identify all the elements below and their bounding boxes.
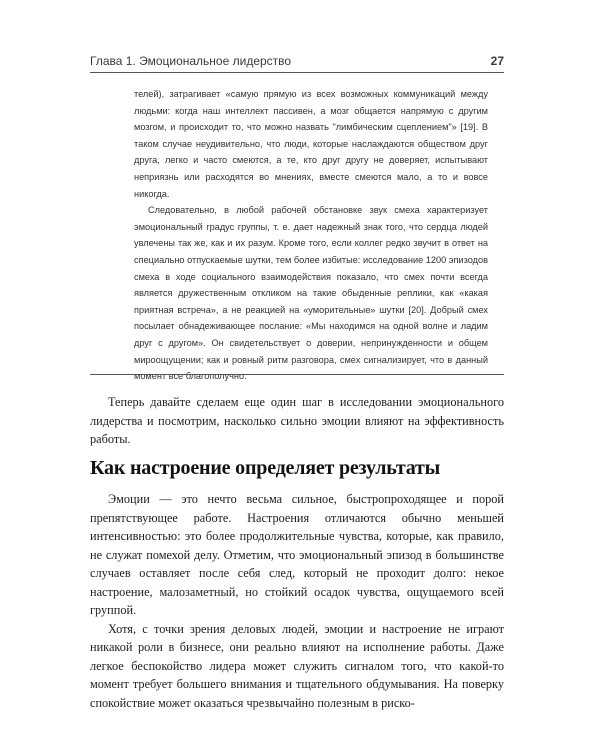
section-body [90, 490, 504, 712]
running-header [90, 54, 504, 70]
sidebar-rule [90, 374, 504, 375]
section-heading: Как настроение определяет результаты [90, 457, 441, 479]
sidebar-paragraph-1: телей), затрагивает «самую прямую из всех возможных коммуникаций между людьми: когда наш интеллект пассивен, а мозг общается напрямую с другим мозгом, и происходит то, что можно назвать "лимбическим сцеплением"» [19]. В таком случае неудивительно, что люди, которые наслаждаются обществом друг друга, легко и часто смеются, а те, кто друг другу не доверяет, испытывают неприязнь или расходятся во мнениях, вместе смеются мало, а то и вовсе никогда. [134, 89, 488, 199]
sidebar-box [134, 86, 488, 385]
chapter-title: Глава 1. Эмоциональное лидерство [90, 54, 292, 68]
header-rule [90, 72, 504, 73]
intro-text [90, 393, 504, 449]
sidebar-paragraph-2: Следовательно, в любой рабочей обстановке звук смеха характеризует эмоциональный градус группы, т. е. дает надежный знак того, что сердца людей увлечены так же, как и их разум. Кроме того, если коллег редко звучит в ответ на специально отпускаемые шутки, тем более избитые: исследование 1200 эпизодов смеха в ходе социального взаимодействия показало, что смех почти всегда является дружественным откликом на такие обыденные реплики, как «какая приятная встреча», а не реакцией на «уморительные» шутки [20]. Добрый смех посылает обнадеживающее послание: «Мы находимся на одной волне и ладим друг с другом». Он свидетельствует о доверии, непринужденности и общем мироощущении; как и ровный ритм разговора, смех сигнализирует, что в данный момент все благополучно. [134, 205, 488, 382]
body-paragraph-2: Хотя, с точки зрения деловых людей, эмоции и настроение не играют никакой роли в бизнесе, они реально влияют на исполнение работы. Даже легкое беспокойство лидера может служить сигналом того, что какой-то момент требует большего внимания и тщательного обдумывания. На поверку спокойствие может оказаться чрезвычайно полезным в риско- [90, 621, 504, 710]
intro-paragraph: Теперь давайте сделаем еще один шаг в исследовании эмоционального лидерства и посмотрим, насколько сильно эмоции влияют на эффективность работы. [90, 395, 504, 446]
page-number: 27 [490, 54, 504, 68]
body-paragraph-1: Эмоции — это нечто весьма сильное, быстропроходящее и порой препятствующее работе. Настроения отличаются обычно меньшей интенсивностью: это более продолжительные чувства, которые, как правило, не служат помехой делу. Отметим, что эмоциональный эпизод в большинстве случаев оставляет после себя след, который не проходит долго: некое настроение, малозаметный, но стойкий осадок чувства, ощущаемого всей группой. [90, 492, 504, 617]
